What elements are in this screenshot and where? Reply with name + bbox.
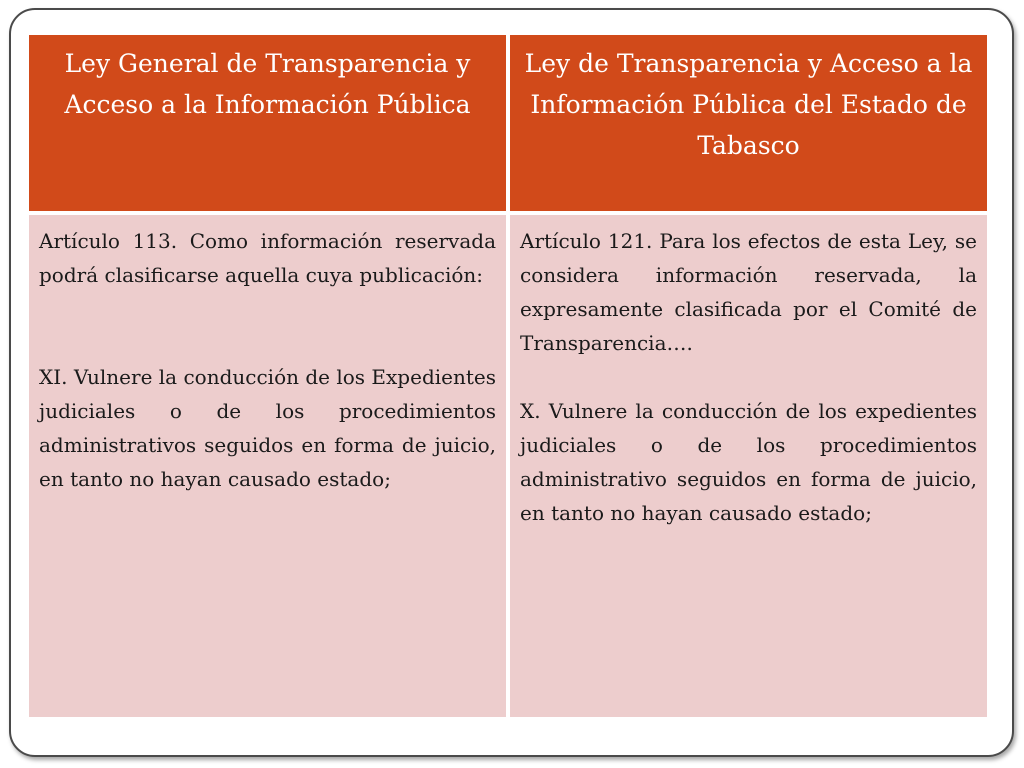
header-ley-general: Ley General de Transparencia y Acceso a la Información Pública: [29, 35, 506, 211]
header-ley-tabasco: Ley de Transparencia y Acceso a la Información Pública del Estado de Tabasco: [510, 35, 987, 211]
cell-articulo-113: [29, 215, 506, 717]
articulo-113-intro: Artículo 113. Como información reservada podrá clasificarse aquella cuya publicación:: [39, 229, 496, 287]
comparison-table: [29, 35, 987, 717]
cell-articulo-121: [510, 215, 987, 717]
spacer: [39, 292, 496, 326]
articulo-121-intro: Artículo 121. Para los efectos de esta Ley, se considera información reservada, la expresamente clasificada por el Comité de Transparencia….: [520, 229, 977, 355]
spacer: [39, 326, 496, 360]
fraccion-xi-text: XI. Vulnere la conducción de los Expedientes judiciales o de los procedimientos administrativos seguidos en forma de juicio, en tanto no hayan causado estado;: [39, 365, 496, 491]
spacer: [520, 360, 977, 394]
fraccion-x-text: X. Vulnere la conducción de los expedientes judiciales o de los procedimientos administrativo seguidos en forma de juicio, en tanto no hayan causado estado;: [520, 399, 977, 525]
